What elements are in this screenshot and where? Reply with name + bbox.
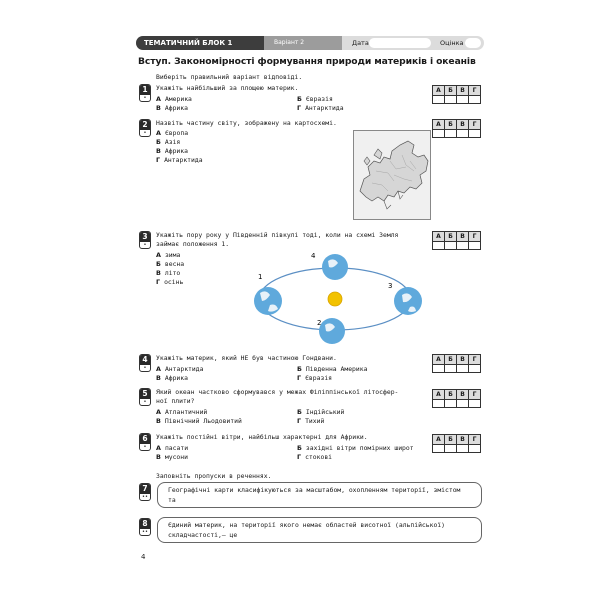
question-number: 5 (140, 389, 150, 399)
grid-header-d: Г (469, 120, 481, 130)
question-text: Укажіть пору року у Південній півкулі тоді, коли на схемі Земля (156, 231, 399, 239)
answer-cell-c[interactable] (457, 365, 469, 373)
option-a: А зима (156, 251, 181, 259)
question-number: 7 (140, 484, 150, 494)
variant-label: Варіант 2 (264, 36, 342, 50)
answer-grid-q3 (432, 231, 486, 249)
earth-orbit-diagram (240, 245, 440, 345)
question-text: Укажіть найбільший за площею материк. (156, 84, 299, 92)
option-d: Г стокові (297, 453, 333, 461)
fill-question-text: Єдиний материк, на території якого немає областей висотної (альпійської) (168, 521, 446, 529)
option-c: В Африка (156, 374, 188, 382)
grid-header-b: Б (445, 232, 457, 242)
grid-header-a: А (433, 435, 445, 445)
question-points: • (143, 130, 147, 136)
question-number-badge (139, 119, 151, 137)
grid-header-d: Г (469, 435, 481, 445)
grid-header-c: В (457, 86, 469, 96)
score-label: Оцінка (440, 39, 464, 47)
answer-cell-b[interactable] (445, 400, 457, 408)
option-b: Б Південна Америка (297, 365, 368, 373)
question-number-badge (139, 483, 151, 501)
question-points: •• (142, 529, 148, 535)
answer-cell-d[interactable] (469, 400, 481, 408)
earth-globe-3 (394, 287, 422, 315)
thematic-block-label: ТЕМАТИЧНИЙ БЛОК 1 (136, 36, 264, 50)
answer-cell-a[interactable] (433, 365, 445, 373)
option-c: В літо (156, 269, 181, 277)
option-d: Г осінь (156, 278, 184, 286)
question-points: • (143, 444, 147, 450)
question-points: •• (142, 494, 148, 500)
answer-cell-d[interactable] (469, 445, 481, 453)
option-a: А Антарктида (156, 365, 204, 373)
orbit-label-4: 4 (311, 252, 316, 260)
answer-cell-a[interactable] (433, 96, 445, 104)
answer-cell-b[interactable] (445, 130, 457, 138)
option-c: В мусони (156, 453, 188, 461)
option-b: Б Євразія (297, 95, 333, 103)
option-d: Г Антарктида (156, 156, 203, 164)
answer-cell-b[interactable] (445, 96, 457, 104)
question-text: ної плити? (156, 397, 195, 405)
grid-header-a: А (433, 390, 445, 400)
fill-question-text: Географічні карти класифікуються за масштабом, охопленням території, змістом (168, 486, 461, 494)
instruction-fill: Заповніть пропуски в реченнях. (156, 472, 272, 480)
grid-header-d: Г (469, 355, 481, 365)
question-number-badge (139, 84, 151, 102)
grid-header-c: В (457, 232, 469, 242)
orbit-label-1: 1 (258, 273, 263, 281)
question-number-badge (139, 433, 151, 451)
earth-globe-4 (322, 254, 348, 280)
map-drawing (354, 131, 430, 219)
question-points: • (143, 399, 147, 405)
answer-cell-b[interactable] (445, 445, 457, 453)
answer-cell-c[interactable] (457, 400, 469, 408)
orbit-label-2: 2 (317, 319, 322, 327)
question-number-badge (139, 388, 151, 406)
grid-header-c: В (457, 390, 469, 400)
sun-icon (328, 292, 342, 306)
question-number: 8 (140, 519, 150, 529)
answer-cell-d[interactable] (469, 130, 481, 138)
date-label: Дата (352, 39, 369, 47)
question-number: 2 (140, 120, 150, 130)
question-points: • (143, 242, 147, 248)
answer-grid-q1 (432, 85, 486, 103)
answer-cell-d[interactable] (469, 242, 481, 250)
orbit-label-3: 3 (388, 282, 393, 290)
answer-grid-q4 (432, 354, 486, 372)
question-text: Укажіть материк, який НЕ був частиною Гондвани. (156, 354, 337, 362)
earth-globe-2 (319, 318, 345, 344)
grid-header-b: Б (445, 355, 457, 365)
instruction-choose: Виберіть правильний варіант відповіді. (156, 73, 303, 81)
option-a: А пасати (156, 444, 189, 452)
grid-header-a: А (433, 232, 445, 242)
answer-cell-c[interactable] (457, 445, 469, 453)
answer-cell-a[interactable] (433, 130, 445, 138)
option-b: Б весна (156, 260, 185, 268)
date-field[interactable] (369, 38, 431, 48)
option-c: В Африка (156, 104, 188, 112)
grid-header-b: Б (445, 120, 457, 130)
answer-cell-c[interactable] (457, 130, 469, 138)
grid-header-b: Б (445, 86, 457, 96)
answer-grid-q2 (432, 119, 486, 137)
question-text: Укажіть постійні вітри, найбільш характерні для Африки. (156, 433, 368, 441)
question-points: • (143, 95, 147, 101)
grid-header-d: Г (469, 390, 481, 400)
question-number: 1 (140, 85, 150, 95)
answer-cell-a[interactable] (433, 400, 445, 408)
answer-cell-c[interactable] (457, 96, 469, 104)
grid-header-a: А (433, 355, 445, 365)
question-number: 4 (140, 355, 150, 365)
answer-cell-d[interactable] (469, 365, 481, 373)
question-points: • (143, 365, 147, 371)
option-c: В Північний Льодовитий (156, 417, 242, 425)
question-text: Назвіть частину світу, зображену на картосхемі. (156, 119, 337, 127)
page-title: Вступ. Закономірності формування природи материків і океанів (138, 56, 476, 67)
question-text: Який океан частково сформувався у межах Філіппінської літосфер- (156, 388, 399, 396)
question-number-badge (139, 354, 151, 372)
question-number-badge (139, 231, 151, 249)
answer-cell-b[interactable] (445, 242, 457, 250)
option-d: Г Тихий (297, 417, 325, 425)
europe-map-image (353, 130, 431, 220)
grid-header-a: А (433, 86, 445, 96)
grid-header-c: В (457, 435, 469, 445)
page-number: 4 (141, 553, 146, 561)
option-b: Б західні вітри помірних широт (297, 444, 414, 452)
answer-cell-a[interactable] (433, 445, 445, 453)
grid-header-d: Г (469, 232, 481, 242)
option-a: А Америка (156, 95, 192, 103)
score-field[interactable] (465, 38, 481, 48)
grid-header-d: Г (469, 86, 481, 96)
option-a: А Європа (156, 129, 189, 137)
option-d: Г Євразія (297, 374, 333, 382)
question-text: займає положення 1. (156, 240, 230, 248)
answer-cell-d[interactable] (469, 96, 481, 104)
grid-header-b: Б (445, 435, 457, 445)
option-d: Г Антарктида (297, 104, 344, 112)
question-number: 3 (140, 232, 150, 242)
grid-header-c: В (457, 355, 469, 365)
fill-question-text: складчастості,— це (168, 531, 238, 539)
answer-cell-c[interactable] (457, 242, 469, 250)
option-b: Б Індійський (297, 408, 345, 416)
answer-cell-b[interactable] (445, 365, 457, 373)
question-number: 6 (140, 434, 150, 444)
answer-grid-q6 (432, 434, 486, 452)
earth-globe-1 (254, 287, 282, 315)
grid-header-c: В (457, 120, 469, 130)
question-number-badge (139, 518, 151, 536)
option-b: Б Азія (156, 138, 181, 146)
grid-header-a: А (433, 120, 445, 130)
grid-header-b: Б (445, 390, 457, 400)
answer-grid-q5 (432, 389, 486, 407)
fill-question-text: та (168, 496, 176, 504)
option-a: А Атлантичний (156, 408, 208, 416)
option-c: В Африка (156, 147, 188, 155)
